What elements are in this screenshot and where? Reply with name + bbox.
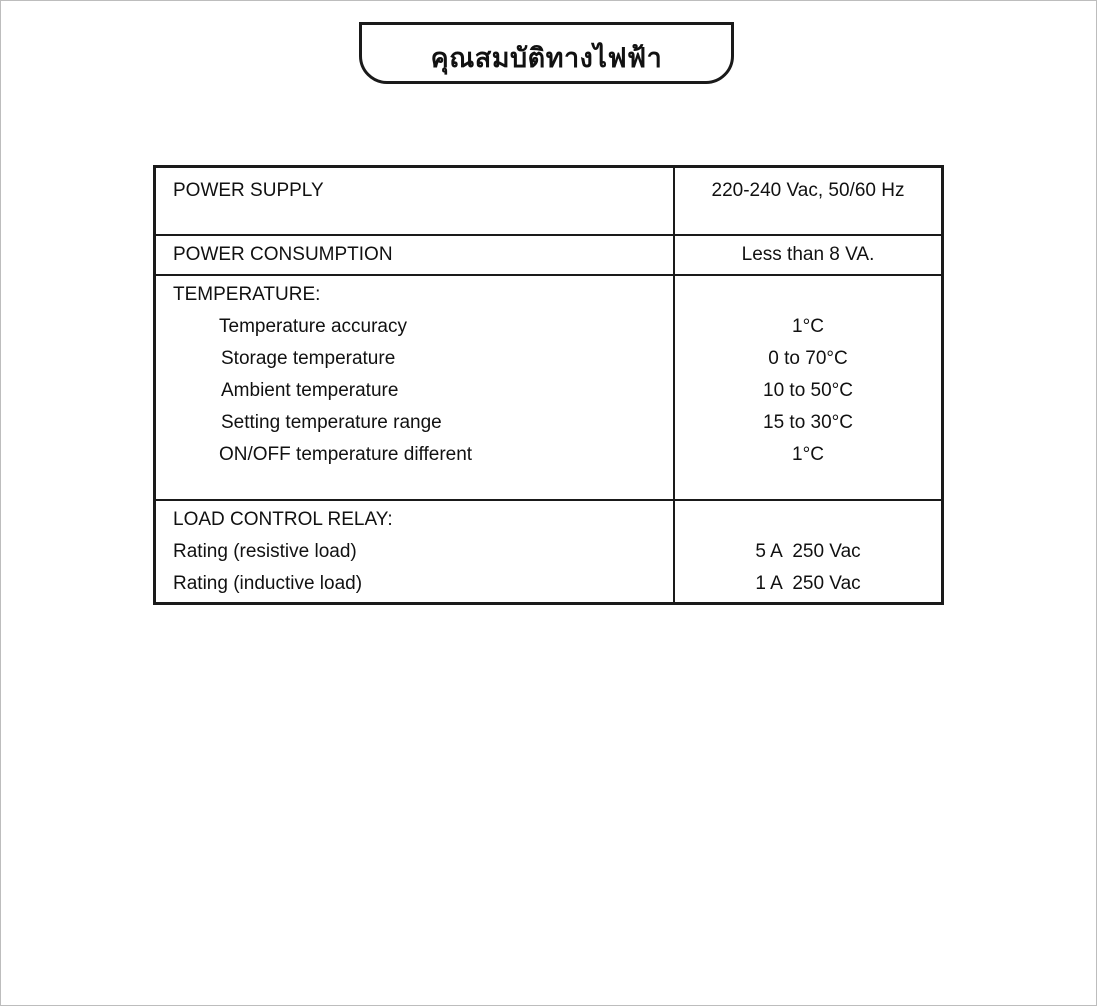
storage-temperature-label: Storage temperature (221, 348, 396, 369)
load-control-relay-heading-spacer (675, 504, 941, 536)
rating-inductive-load-value: 1 A 250 Vac (755, 573, 861, 594)
value-cell (675, 168, 941, 234)
title-tab (359, 22, 734, 84)
ambient-temperature-label: Ambient temperature (221, 380, 399, 401)
table-row-temperature (156, 276, 941, 501)
value-cell (675, 276, 941, 499)
storage-temperature-value: 0 to 70°C (768, 348, 848, 369)
temperature-accuracy-label: Temperature accuracy (219, 316, 407, 337)
page-title: คุณสมบัติทางไฟฟ้า (430, 42, 663, 74)
temperature-heading: TEMPERATURE: (173, 284, 321, 305)
label-cell (156, 236, 675, 274)
temperature-heading-spacer (675, 279, 941, 311)
power-consumption-value: Less than 8 VA. (741, 244, 875, 265)
load-control-relay-heading: LOAD CONTROL RELAY: (173, 509, 393, 530)
value-cell (675, 236, 941, 274)
power-supply-value: 220-240 Vac, 50/60 Hz (711, 180, 905, 201)
ambient-temperature-value: 10 to 50°C (763, 380, 853, 401)
rating-inductive-load-label: Rating (inductive load) (173, 573, 363, 594)
table-row-load-control-relay (156, 501, 941, 602)
power-supply-label: POWER SUPPLY (173, 180, 324, 201)
label-cell (156, 501, 675, 602)
rating-resistive-load-label: Rating (resistive load) (173, 541, 357, 562)
rating-resistive-load-value: 5 A 250 Vac (755, 541, 861, 562)
table-row-power-consumption (156, 236, 941, 276)
power-consumption-label: POWER CONSUMPTION (173, 244, 393, 265)
setting-temperature-range-value: 15 to 30°C (763, 412, 853, 433)
on-off-temperature-different-label: ON/OFF temperature different (219, 444, 473, 465)
table-row-power-supply (156, 168, 941, 236)
temperature-accuracy-value: 1°C (792, 316, 824, 337)
spec-table (153, 165, 944, 605)
setting-temperature-range-label: Setting temperature range (221, 412, 442, 433)
label-cell (156, 168, 675, 234)
on-off-temperature-different-value: 1°C (792, 444, 824, 465)
label-cell (156, 276, 675, 499)
value-cell (675, 501, 941, 602)
